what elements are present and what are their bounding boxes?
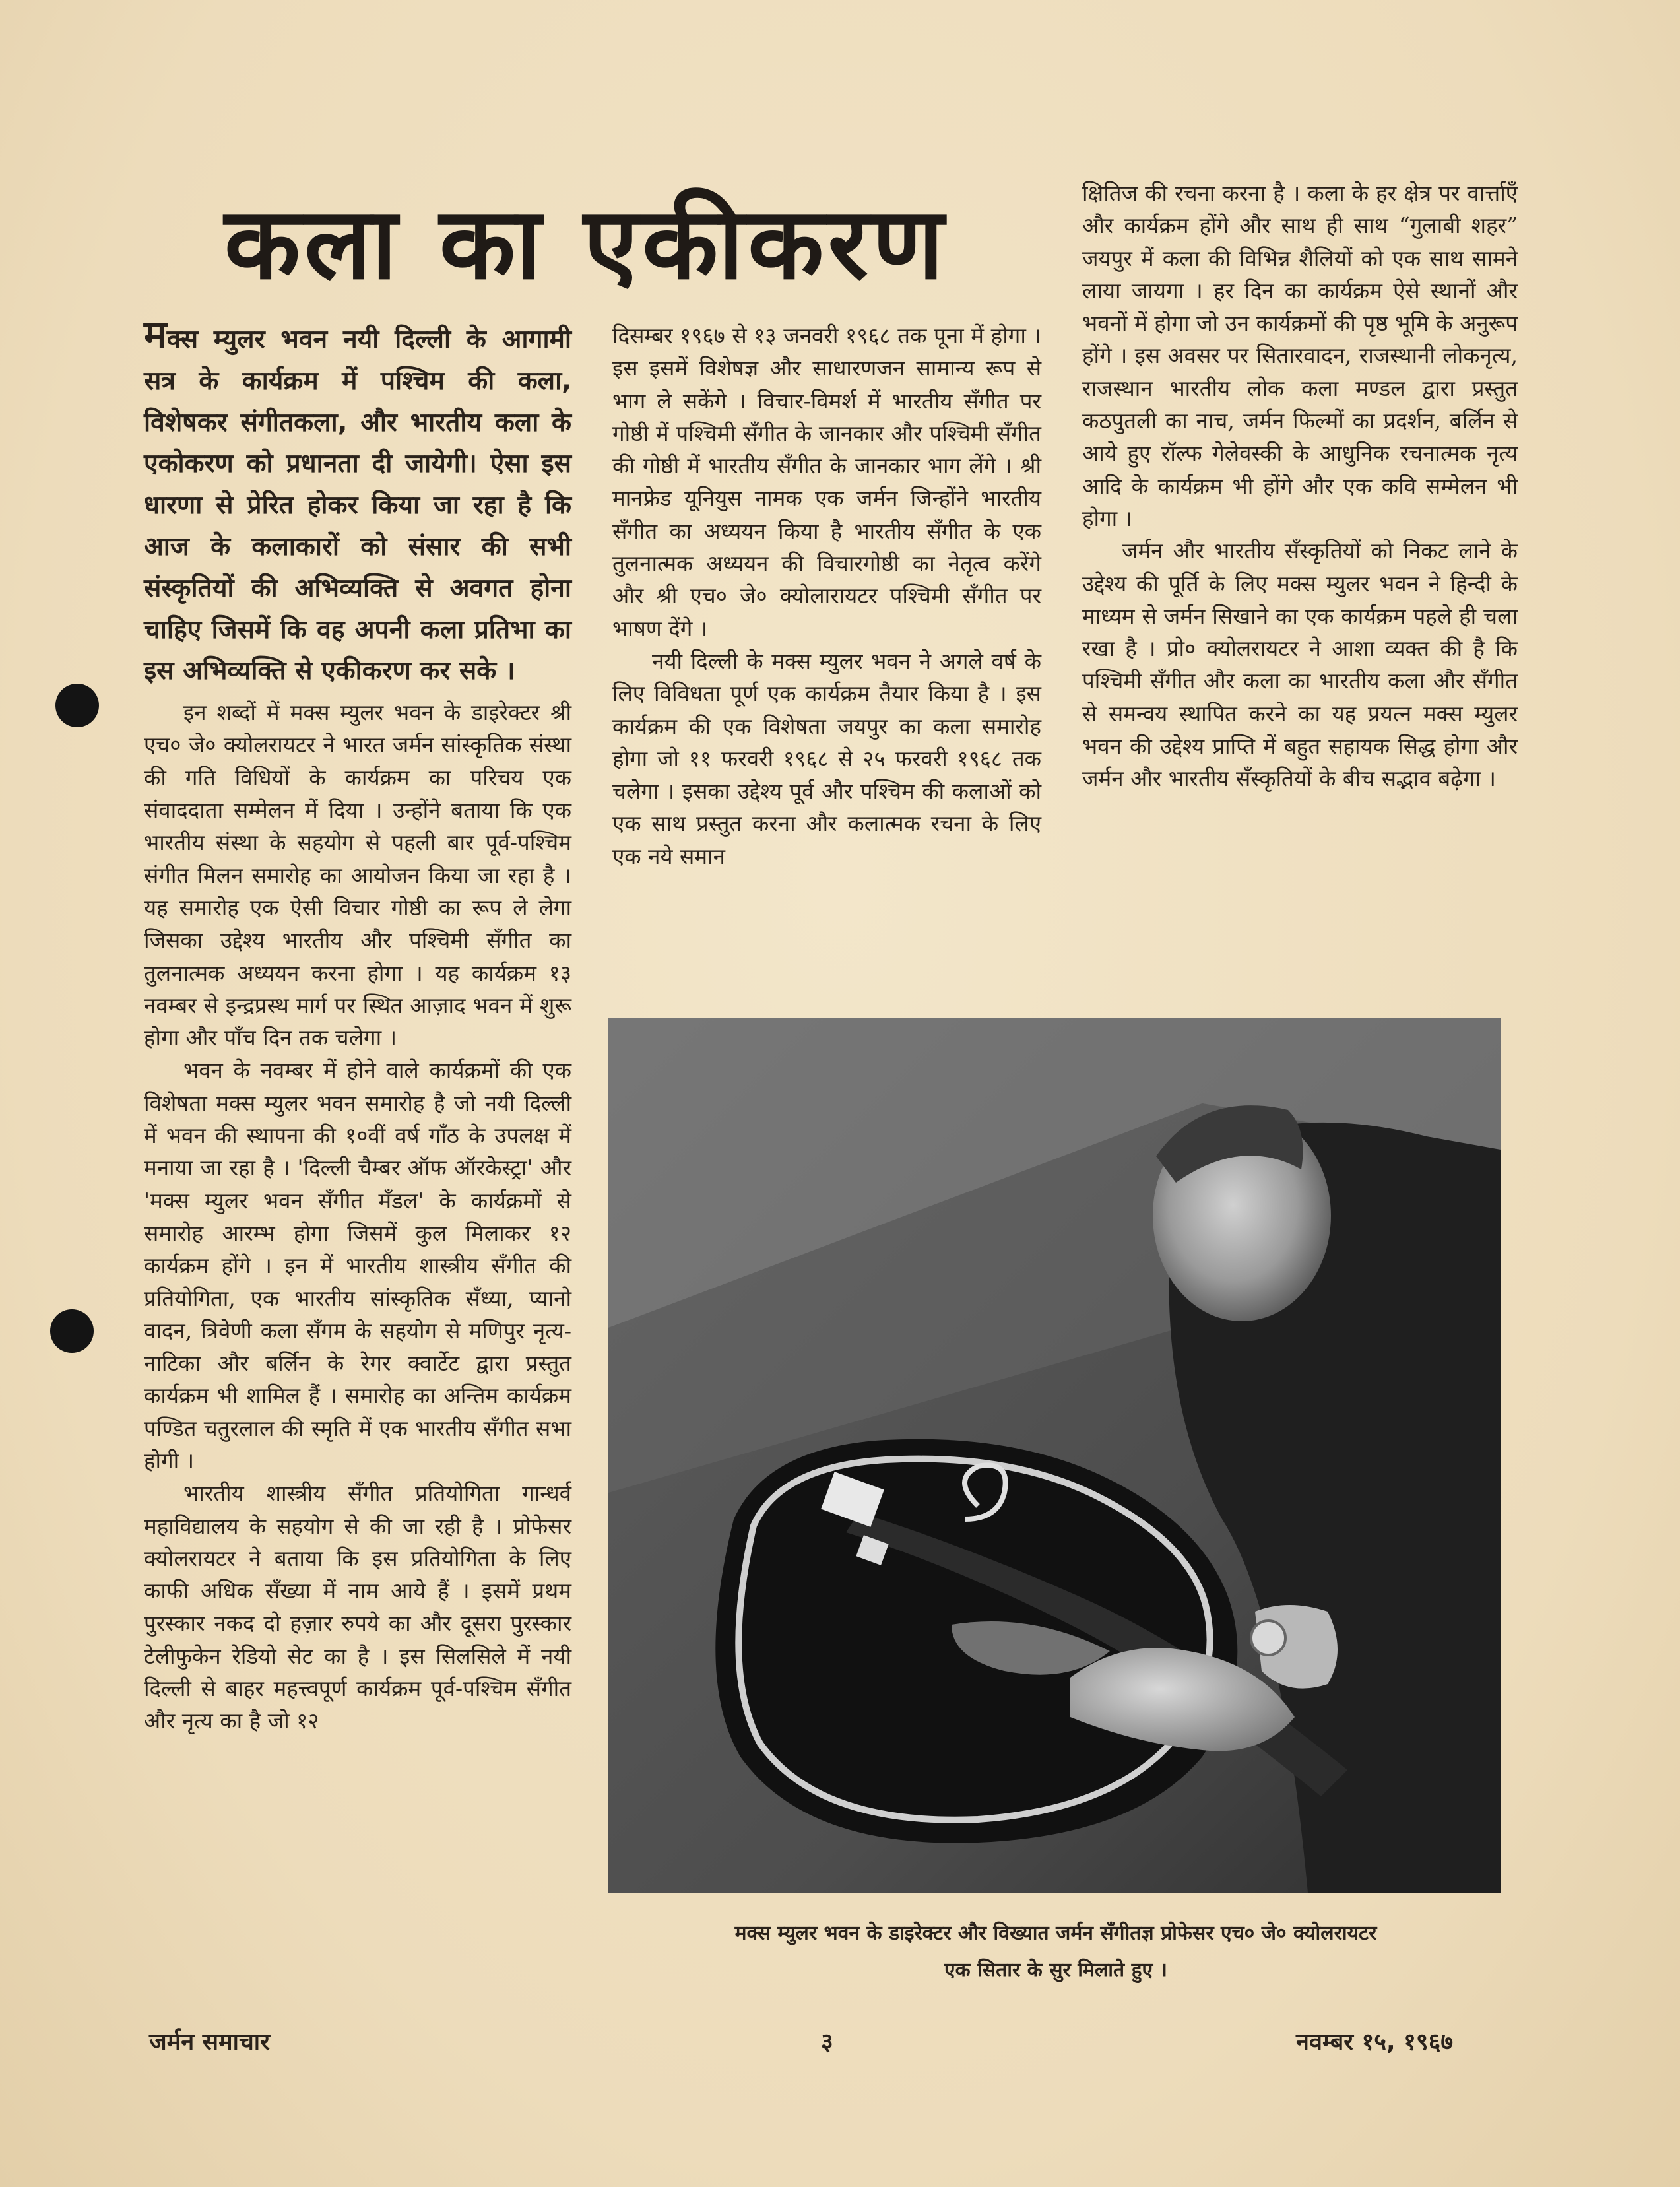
intro-text: क्स म्युलर भवन नयी दिल्ली के आगामी सत्र के कार्यक्रम में पश्चिम की कला, विशेषकर संगीतकला, और भारतीय कला के एकोकरण को प्रधानता दी जायेगी। ऐसा इस धारणा से प्रेरित होकर किया जा रहा है कि आज के कलाकारों को संसार की सभी संस्कृतियों की अभिव्यक्ति से अवगत होना चाहिए जिसमें कि वह अपनी कला प्रतिभा का इस अभिव्यक्ति से एकीकरण कर सके ।	[144, 325, 571, 686]
article-title: कला का एकीकरण	[224, 187, 948, 302]
paragraph: भारतीय शास्त्रीय सँगीत प्रतियोगिता गान्धर्व महाविद्यालय के सहयोग से की जा रही है । प्रोफेसर क्योलरायटर ने बताया कि इस प्रतियोगिता के लिए काफी अधिक सँख्या में नाम आये हैं । इसमें प्रथम पुरस्कार नकद दो हज़ार रुपये का और दूसरा पुरस्कार टेलीफुकेन रेडियो सेट का है । इस सिलसिले में नयी दिल्ली से बाहर महत्त्वपूर्ण कार्यक्रम पूर्व-पश्चिम सँगीत और नृत्य का है जो १२	[144, 1480, 571, 1734]
caption-line-2: एक सितार के सुर मिलाते हुए ।	[944, 1959, 1167, 1982]
footer-page-number: ३	[821, 2029, 833, 2056]
footer-publication: जर्मन समाचार	[149, 2029, 270, 2056]
intro-paragraph	[144, 312, 571, 692]
drop-letter: म	[144, 312, 167, 357]
paragraph: इन शब्दों में मक्स म्युलर भवन के डाइरेक्टर श्री एच० जे० क्योलरायटर ने भारत जर्मन सांस्कृतिक संस्था की गति विधियों के कार्यक्रम का परिचय एक संवाददाता सम्मेलन में दिया । उन्होंने बताया कि एक भारतीय संस्था के सहयोग से पहली बार पूर्व-पश्चिम संगीत मिलन समारोह का आयोजन किया जा रहा है । यह समारोह एक ऐसी विचार गोष्ठी का रूप ले लेगा जिसका उद्देश्य भारतीय और पश्चिमी सँगीत का तुलनात्मक अध्ययन करना होगा । यह कार्यक्रम १३ नवम्बर से इन्द्रप्रस्थ मार्ग पर स्थित आज़ाद भवन में शुरू होगा और पाँच दिन तक चलेगा ।	[144, 700, 571, 1051]
photo-illustration	[608, 1018, 1501, 1893]
binding-hole-top	[55, 684, 99, 727]
footer-date: नवम्बर १५, १९६७	[1296, 2029, 1454, 2056]
paragraph: भवन के नवम्बर में होने वाले कार्यक्रमों की एक विशेषता मक्स म्युलर भवन समारोह है जो नयी दिल्ली में भवन की स्थापना की १०वीं वर्ष गाँठ के उपलक्ष में मनाया जा रहा है । 'दिल्ली चैम्बर ऑफ ऑरकेस्ट्रा' और 'मक्स म्युलर भवन सँगीत मँडल' के कार्यक्रमों से समारोह आरम्भ होगा जिसमें कुल मिलाकर १२ कार्यक्रम होंगे । इन में भारतीय शास्त्रीय सँगीत की प्रतियोगिता, एक भारतीय सांस्कृतिक सँध्या, प्यानो वादन, त्रिवेणी कला सँगम के सहयोग से मणिपुर नृत्य-नाटिका और बर्लिन के रेगर क्वार्टेट द्वारा प्रस्तुत कार्यक्रम भी शामिल हैं । समारोह का अन्तिम कार्यक्रम पण्डित चतुरलाल की स्मृति में एक भारतीय सँगीत सभा होगी ।	[144, 1057, 571, 1474]
photo-man-tuning-sitar	[608, 1018, 1501, 1893]
paragraph: क्षितिज की रचना करना है । कला के हर क्षेत्र पर वार्त्ताएँ और कार्यक्रम होंगे और साथ ही साथ “गुलाबी शहर” जयपुर में कला की विभिन्न शैलियों को एक साथ सामने लाया जायगा । हर दिन का कार्यक्रम ऐसे स्थानों और भवनों में होगा जो उन कार्यक्रमों की पृष्ठ भूमि के अनुरूप होंगे । इस अवसर पर सितारवादन, राजस्थानी लोकनृत्य, राजस्थान भारतीय लोक कला मण्डल द्वारा प्रस्तुत कठपुतली का नाच, जर्मन फिल्मों का प्रदर्शन, बर्लिन से आये हुए रॉल्फ गेलेवस्की के आधुनिक रचनात्मक नृत्य आदि के कार्यक्रम भी होंगे और एक कवि सम्मेलन भी होगा ।	[1082, 180, 1518, 531]
column-1	[144, 312, 571, 1738]
paragraph: नयी दिल्ली के मक्स म्युलर भवन ने अगले वर्ष के लिए विविधता पूर्ण एक कार्यक्रम तैयार किया है । इस कार्यक्रम की एक विशेषता जयपुर का कला समारोह होगा जो ११ फरवरी १९६८ से २५ फरवरी १९६८ तक चलेगा । इसका उद्देश्य पूर्व और पश्चिम की कलाओं को एक साथ प्रस्तुत करना और कलात्मक रचना के लिए एक नये समान	[612, 647, 1041, 869]
paragraph: दिसम्बर १९६७ से १३ जनवरी १९६८ तक पूना में होगा । इस इसमें विशेषज्ञ और साधारणजन सामान्य रूप से भाग ले सकेंगे । विचार-विमर्श में भारतीय सँगीत पर गोष्ठी में पश्चिमी सँगीत के जानकार और पश्चिमी सँगीत की गोष्ठी में भारतीय सँगीत के जानकार भाग लेंगे । श्री मानफ्रेड यूनियुस नामक एक जर्मन जिन्होंने भारतीय सँगीत का अध्ययन किया है भारतीय सँगीत के एक तुलनात्मक अध्ययन की विचारगोष्ठी का नेतृत्व करेंगे और श्री एच० जे० क्योलारायटर पश्चिमी सँगीत पर भाषण देंगे ।	[612, 323, 1041, 641]
caption-line-1: मक्स म्युलर भवन के डाइरेक्टर और विख्यात जर्मन सँगीतज्ञ प्रोफेसर एच० जे० क्योलरायटर	[734, 1922, 1377, 1945]
column-3	[1082, 177, 1518, 795]
photo-caption	[594, 1915, 1518, 1989]
column-2	[612, 319, 1041, 872]
binding-hole-bottom	[50, 1309, 94, 1353]
paragraph: जर्मन और भारतीय सँस्कृतियों को निकट लाने के उद्देश्य की पूर्ति के लिए मक्स म्युलर भवन ने हिन्दी के माध्यम से जर्मन सिखाने का एक कार्यक्रम पहले ही चला रखा है । प्रो० क्योलरायटर ने आशा व्यक्त की है कि पश्चिमी सँगीत और कला का भारतीय कला और सँगीत से समन्वय स्थापित करने का यह प्रयत्न मक्स म्युलर भवन की उद्देश्य प्राप्ति में बहुत सहायक सिद्ध होगा और जर्मन और भारतीय सँस्कृतियों के बीच सद्भाव बढ़ेगा ।	[1082, 538, 1518, 792]
